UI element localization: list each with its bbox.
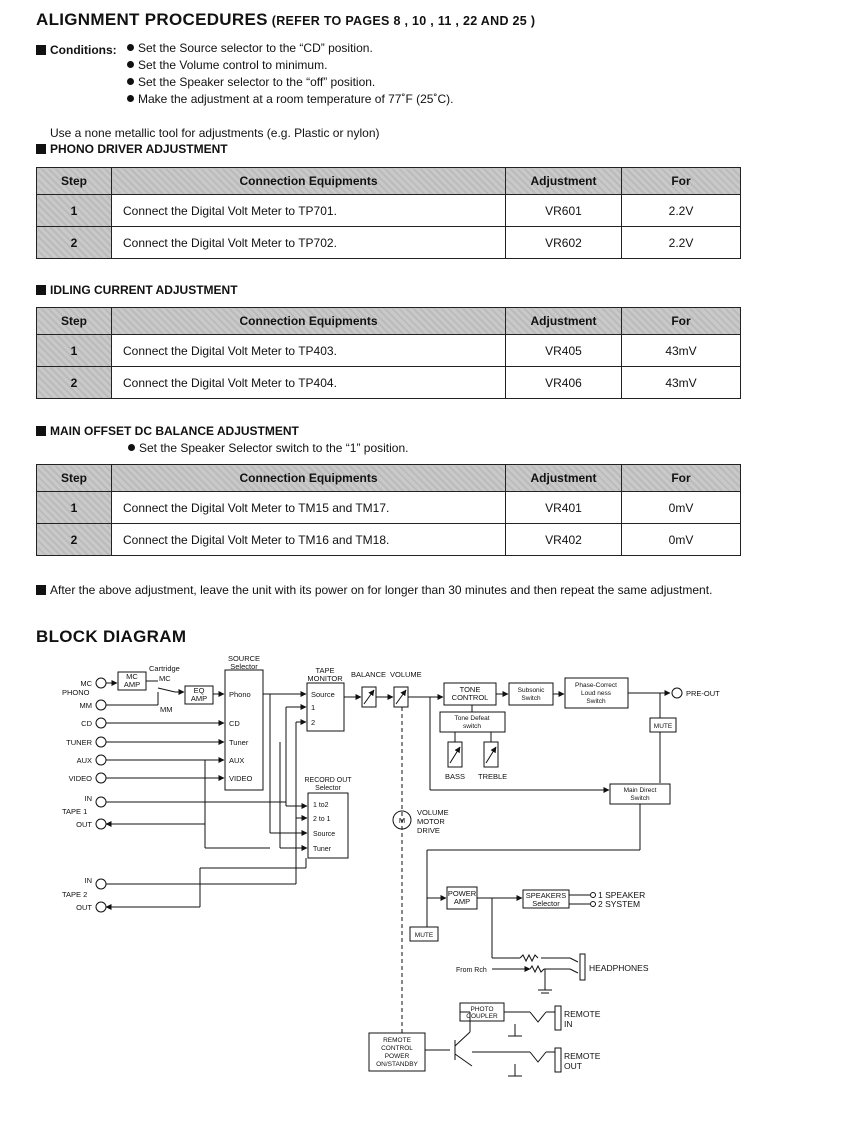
record-out-2to1: 2 to 1 — [313, 816, 331, 823]
label-tape1-out: OUT — [76, 820, 92, 829]
connection-cell: Connect the Digital Volt Meter to TP403. — [112, 335, 506, 367]
tape-monitor-label-1: TAPE — [315, 666, 335, 675]
header-for: For — [622, 465, 741, 492]
source-aux: AUX — [229, 756, 245, 765]
condition-item: Set the Speaker selector to the “off” position. — [127, 74, 453, 91]
offset-note: Set the Speaker Selector switch to the “1” position. — [128, 441, 408, 455]
connection-cell: Connect the Digital Volt Meter to TP404. — [112, 367, 506, 399]
label-tuner: TUNER — [66, 738, 92, 747]
speakers-label-1: SPEAKERS — [525, 891, 567, 900]
power-amp-label-2: AMP — [453, 897, 471, 906]
remote-in-label-2: IN — [564, 1019, 573, 1029]
source-label-1: SOURCE — [227, 654, 261, 663]
header-step: Step — [37, 168, 112, 195]
connection-cell: Connect the Digital Volt Meter to TM16 and TM18. — [112, 524, 506, 556]
header-for: For — [622, 168, 741, 195]
jack-cd-icon — [96, 718, 106, 728]
for-cell: 0mV — [622, 492, 741, 524]
speaker-2-label: 2 SYSTEM — [598, 899, 641, 909]
source-label-2: Selector — [230, 662, 258, 671]
adjustment-cell: VR401 — [506, 492, 622, 524]
source-tuner: Tuner — [229, 738, 249, 747]
record-out-tuner: Tuner — [313, 846, 332, 853]
condition-item: Set the Volume control to minimum. — [127, 57, 453, 74]
step-cell: 1 — [37, 195, 112, 227]
tape-monitor-source: Source — [311, 690, 335, 699]
mc-amp-label-2: AMP — [123, 680, 141, 689]
for-cell: 43mV — [622, 367, 741, 399]
alignment-title: ALIGNMENT PROCEDURES (REFER TO PAGES 8 , 10 , 11 , 22 AND 25 ) — [36, 10, 536, 29]
step-cell: 2 — [37, 367, 112, 399]
header-step: Step — [37, 465, 112, 492]
main-direct-label-2: Switch — [630, 795, 650, 802]
step-cell: 2 — [37, 227, 112, 259]
connection-cell: Connect the Digital Volt Meter to TM15 and TM17. — [112, 492, 506, 524]
jack-aux-icon — [96, 755, 106, 765]
tone-label-2: CONTROL — [451, 693, 489, 702]
phase-label-2: Loud ness — [581, 690, 611, 697]
record-out-label-2: Selector — [315, 785, 341, 792]
jack-tape1-in-icon — [96, 797, 106, 807]
for-cell: 2.2V — [622, 195, 741, 227]
remote-control-label-3: POWER — [384, 1053, 410, 1060]
tape-monitor-label-2: MONITOR — [307, 674, 343, 683]
adjustment-cell: VR406 — [506, 367, 622, 399]
remote-in-label-1: REMOTE — [564, 1009, 601, 1019]
mc-amp-label-1: MC — [126, 672, 138, 681]
bass-label: BASS — [445, 772, 466, 781]
headphones-label: HEADPHONES — [589, 963, 649, 973]
tone-label-1: TONE — [459, 685, 481, 694]
label-video: VIDEO — [68, 774, 92, 783]
source-selector-box — [225, 670, 263, 790]
remote-out-label-1: REMOTE — [564, 1051, 601, 1061]
label-phono: PHONO — [62, 688, 90, 697]
tape-monitor-1: 1 — [311, 703, 316, 712]
vmd-label-1: VOLUME — [417, 808, 449, 817]
photo-coupler-label-2: COUPLER — [466, 1013, 498, 1020]
label-aux: AUX — [76, 756, 92, 765]
for-cell: 2.2V — [622, 227, 741, 259]
tool-note: Use a none metallic tool for adjustments (e.g. Plastic or nylon) — [50, 126, 380, 140]
subsonic-label-1: Subsonic — [517, 687, 545, 694]
phono-section-title: PHONO DRIVER ADJUSTMENT — [36, 142, 228, 156]
label-tape2-out: OUT — [76, 903, 92, 912]
tone-defeat-label-2: switch — [462, 723, 482, 730]
jack-preout-icon — [672, 688, 682, 698]
condition-item: Make the adjustment at a room temperature of 77˚F (25˚C). — [127, 91, 453, 108]
motor-label: M — [398, 816, 406, 825]
jack-tape2-out-icon — [96, 902, 106, 912]
adjustment-cell: VR602 — [506, 227, 622, 259]
jack-tape1-out-icon — [96, 819, 106, 829]
input-jacks — [96, 678, 106, 912]
preout-label: PRE-OUT — [686, 689, 720, 698]
header-connection: Connection Equipments — [112, 168, 506, 195]
cartridge-label: Cartridge — [149, 664, 180, 673]
record-out-1to2: 1 to2 — [313, 802, 329, 809]
tone-defeat-label-1: Tone Defeat — [454, 715, 490, 722]
remote-control-label-1: REMOTE — [383, 1037, 411, 1044]
adjustment-cell: VR601 — [506, 195, 622, 227]
label-mc: MC — [80, 679, 92, 688]
photo-coupler-label-1: PHOTO — [470, 1006, 494, 1013]
step-cell: 2 — [37, 524, 112, 556]
eq-label-2: AMP — [190, 694, 208, 703]
jack-mc-icon — [96, 678, 106, 688]
conditions-label: Conditions: — [50, 43, 117, 57]
from-rch-label: From Rch — [456, 967, 487, 974]
label-mm: MM — [79, 701, 92, 710]
for-cell: 43mV — [622, 335, 741, 367]
power-amp-label-1: POWER — [447, 889, 477, 898]
header-for: For — [622, 308, 741, 335]
mute-label: MUTE — [653, 723, 673, 730]
for-cell: 0mV — [622, 524, 741, 556]
jack-video-icon — [96, 773, 106, 783]
eq-label-1: EQ — [193, 686, 205, 695]
remote-out-jack-icon — [555, 1048, 561, 1072]
condition-item: Set the Source selector to the “CD” position. — [127, 40, 453, 57]
vmd-label-2: MOTOR — [417, 817, 445, 826]
speaker-1-label: 1 SPEAKER — [598, 890, 646, 900]
remote-out-label-2: OUT — [564, 1061, 582, 1071]
step-cell: 1 — [37, 492, 112, 524]
treble-label: TREBLE — [478, 772, 508, 781]
header-connection: Connection Equipments — [112, 308, 506, 335]
switch-mm-label: MM — [160, 705, 173, 714]
jack-tuner-icon — [96, 737, 106, 747]
phase-label-1: Phase-Correct — [575, 682, 617, 689]
record-out-label-1: RECORD OUT — [304, 777, 352, 784]
adjustment-cell: VR402 — [506, 524, 622, 556]
block-diagram-title: BLOCK DIAGRAM — [36, 627, 187, 646]
connection-cell: Connect the Digital Volt Meter to TP702. — [112, 227, 506, 259]
balance-label: BALANCE — [351, 670, 387, 679]
adjustment-cell: VR405 — [506, 335, 622, 367]
source-phono: Phono — [229, 690, 251, 699]
remote-control-label-2: CONTROL — [381, 1045, 413, 1052]
header-adjustment: Adjustment — [506, 168, 622, 195]
after-note: After the above adjustment, leave the unit with its power on for longer than 30 minutes and then repeat the same adjustment. — [36, 582, 746, 598]
connection-cell: Connect the Digital Volt Meter to TP701. — [112, 195, 506, 227]
main-direct-label-1: Main Direct — [623, 787, 657, 794]
vmd-label-3: DRIVE — [417, 826, 440, 835]
headphone-jack-icon — [580, 954, 585, 980]
header-adjustment: Adjustment — [506, 465, 622, 492]
record-out-source: Source — [313, 831, 336, 838]
mute2-label: MUTE — [414, 932, 434, 939]
idling-section-title: IDLING CURRENT ADJUSTMENT — [36, 283, 238, 297]
step-cell: 1 — [37, 335, 112, 367]
remote-control-label-4: ON/STANDBY — [376, 1061, 418, 1068]
source-video: VIDEO — [229, 774, 253, 783]
jack-mm-icon — [96, 700, 106, 710]
remote-in-jack-icon — [555, 1006, 561, 1030]
label-tape2-in: IN — [84, 876, 92, 885]
speakers-label-2: Selector — [532, 899, 560, 908]
offset-section-title: MAIN OFFSET DC BALANCE ADJUSTMENT — [36, 424, 299, 438]
switch-mc-label: MC — [159, 674, 171, 683]
source-cd: CD — [229, 719, 240, 728]
phase-label-3: Switch — [586, 698, 606, 705]
alignment-page-ref: (REFER TO PAGES 8 , 10 , 11 , 22 AND 25 ) — [271, 14, 536, 28]
volume-label: VOLUME — [390, 670, 422, 679]
label-tape1-in: IN — [84, 794, 92, 803]
label-tape2: TAPE 2 — [62, 890, 88, 899]
label-cd: CD — [81, 719, 92, 728]
jack-tape2-in-icon — [96, 879, 106, 889]
header-step: Step — [37, 308, 112, 335]
subsonic-label-2: Switch — [521, 695, 541, 702]
header-adjustment: Adjustment — [506, 308, 622, 335]
label-tape1: TAPE 1 — [62, 807, 88, 816]
tape-monitor-2: 2 — [311, 718, 316, 727]
header-connection: Connection Equipments — [112, 465, 506, 492]
